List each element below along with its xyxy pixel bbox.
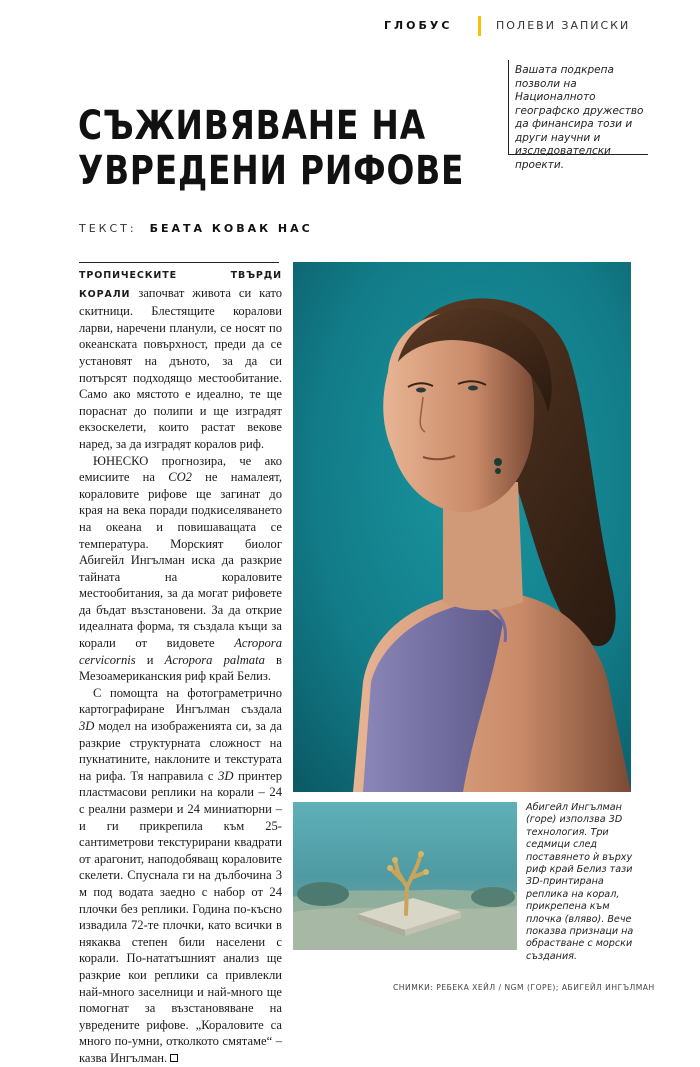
portrait-photo (293, 262, 631, 792)
title-line-1: СЪЖИВЯВАНЕ НА (78, 103, 426, 149)
article-body (79, 266, 282, 1067)
paragraph-3: С помощта на фотограметрично картографиране Ингълман създала 3D модел на изображенията си, за да разкрие структурната сложност на пукнатините, наклоните и текстурата на рифа. Тя направила с 3D принтер пластмасови реплики на корали – 24 с реални размери и 24 миниатюрни – и ги прикрепила към 25-сантиметрови текстурирани квадрати от арагонит, наподобяващ кораловите скелети. Спуснала ги на дълбочина 3 м под водата заедно с набор от 24 плочки без реплики. Година по-късно извадила 72-те плочки, като всички в някаква степен били населени с корали. По-нататъшният анализ ще разкрие кои реплики са привлекли най-много заселници и най-много ще помогнат за възстановяване на увредените рифове. „Кораловите са много по-умни, отколкото смятаме“ – казва Ингълман. (79, 685, 282, 1065)
byline-author: БЕАТА КОВАК НАС (149, 222, 313, 235)
byline (79, 222, 313, 235)
portrait-illustration (293, 262, 631, 792)
reef-illustration (293, 802, 517, 950)
title-line-2: УВРЕДЕНИ РИФОВЕ (78, 148, 465, 194)
column-rule (79, 262, 279, 263)
article-title (78, 103, 465, 194)
subsection-label: ПОЛЕВИ ЗАПИСКИ (496, 19, 631, 32)
end-mark-icon (170, 1054, 178, 1062)
paragraph-1: ТРОПИЧЕСКИТЕ ТВЪРДИ КОРАЛИ започват живота си като скитници. Блестящите коралови ларви, наречени планули, се носят по океанската повърхност, преди да се установят на дъното, за да си потърсят подходящо местообитание. Само ако мястото е идеално, те ще пораснат до полипи и ще изградят екзоскелети, които растат векове наред, за да изградят коралов риф. (79, 270, 282, 451)
page-header (384, 16, 684, 40)
photo-credits: СНИМКИ: РЕБЕКА ХЕЙЛ / NGM (ГОРЕ); АБИГЕЙЛ ИНГЪЛМАН (393, 983, 655, 992)
support-sidenote: Вашата подкрепа позволи на Националното географско дружество да финансира този и други научни и изследователски проекти. (508, 60, 648, 155)
reef-photo (293, 802, 517, 950)
lead-in: ТРОПИЧЕСКИТЕ ТВЪРДИ КОРАЛИ (79, 270, 282, 300)
byline-label: ТЕКСТ: (79, 222, 137, 235)
paragraph-2: ЮНЕСКО прогнозира, че ако емисиите на CO2 не намалеят, кораловите рифове ще загинат до края на века поради подкиселяването на океана и повишаващата се температура. Морският биолог Абигейл Ингълман иска да разкрие тайната на кораловите местообитания, за да могат рифовете да бъдат възстановени. За да открие идеалната форма, тя създала къщи за корали от видовете Acropora cervicornis и Acropora palmata в Мезоамериканския риф край Белиз. (79, 453, 282, 684)
photo-caption: Абигейл Ингълман (горе) използва 3D технология. Три седмици след поставянето ѝ върху риф край Белиз тази 3D-принтирана реплика на корал, прикрепена към плочка (вляво). Вече показва признаци на обрастване с морски създания. (526, 802, 634, 962)
header-accent-bar (478, 16, 481, 36)
section-label: ГЛОБУС (384, 19, 453, 32)
